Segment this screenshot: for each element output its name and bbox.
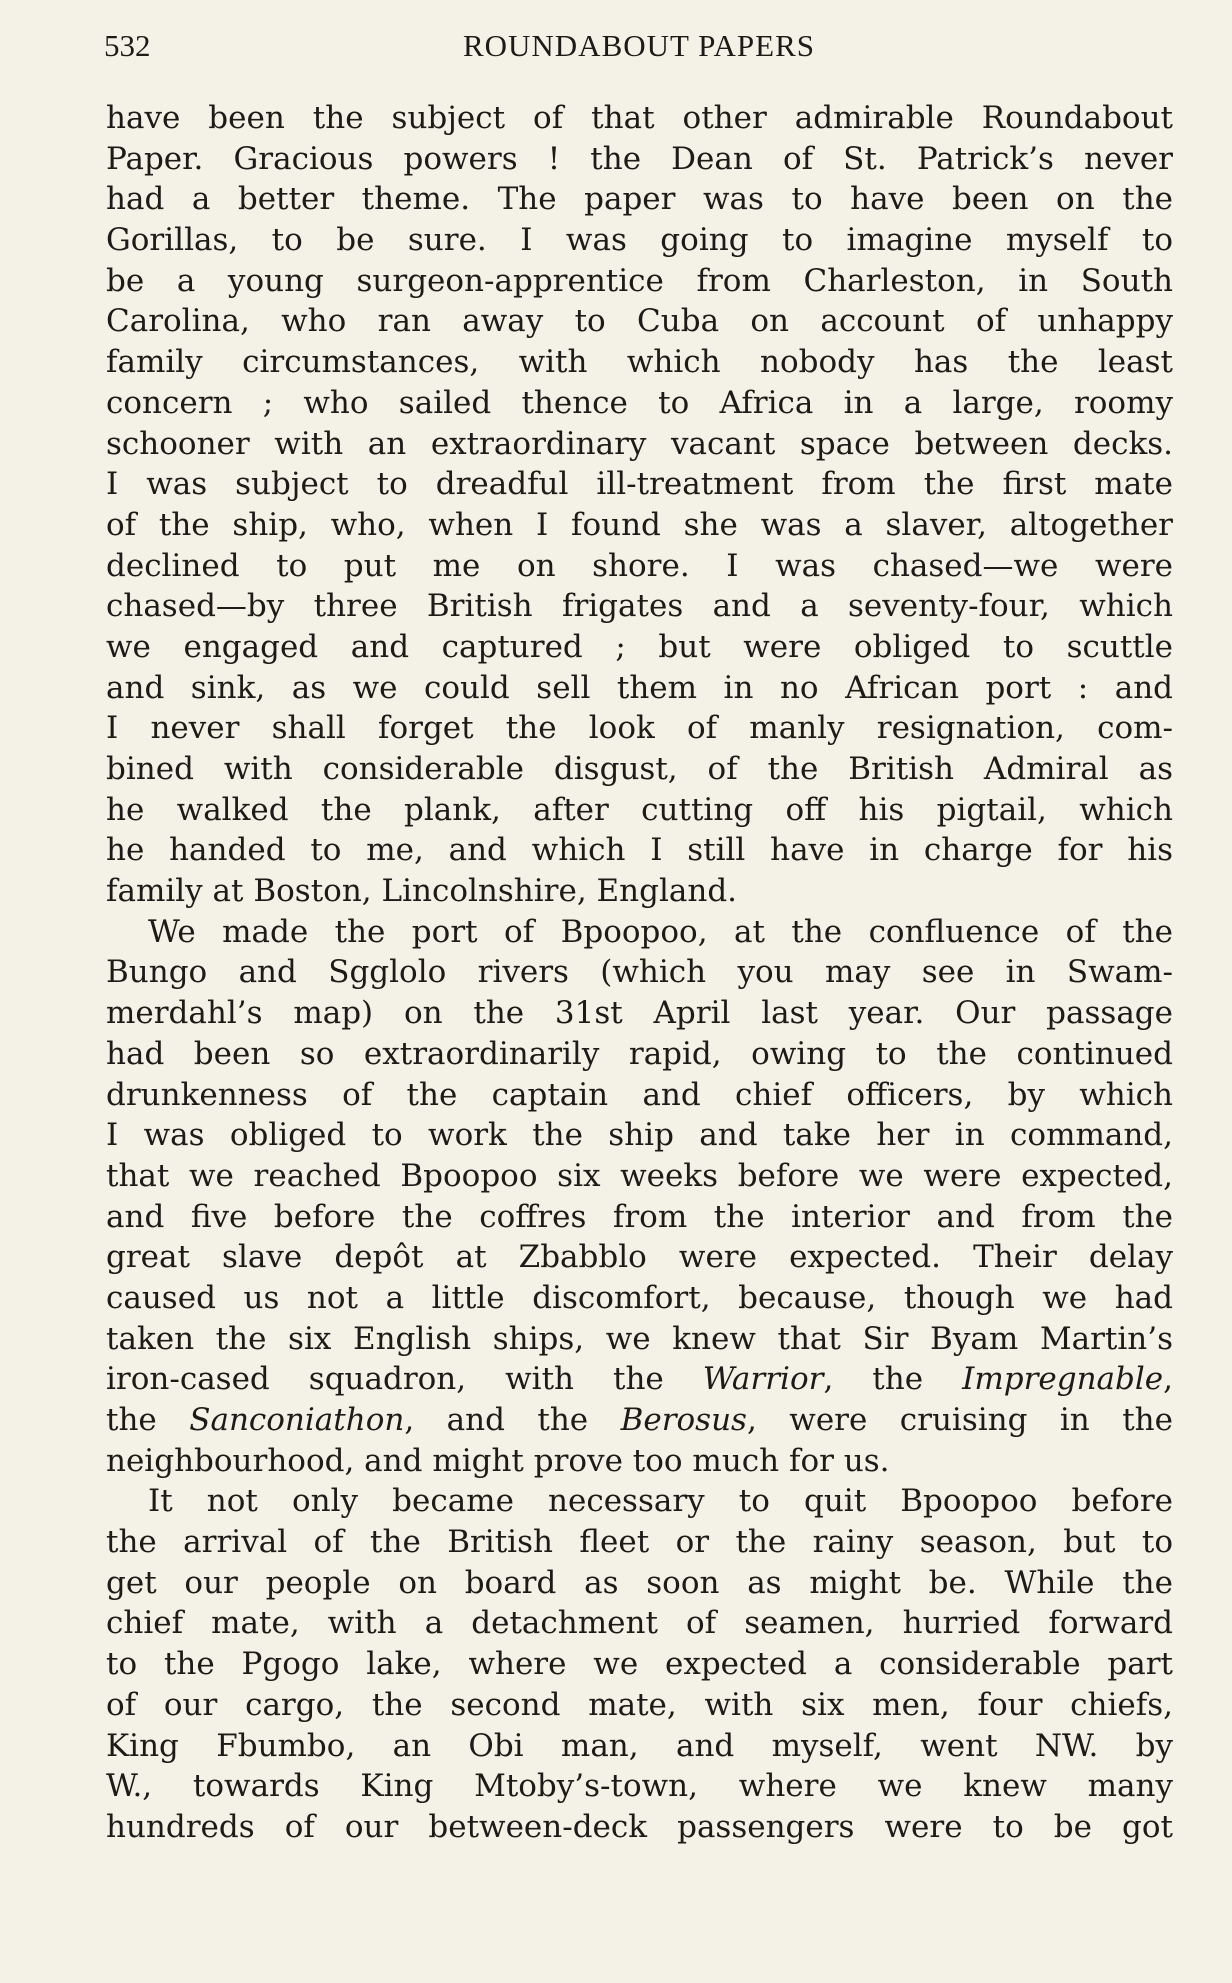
- text-line: and sink, as we could sell them in no African port : and: [106, 669, 1173, 706]
- text-line: family circumstances, with which nobody has the least: [106, 344, 1173, 381]
- text-line: have been the subject of that other admirable Roundabout: [106, 100, 1173, 136]
- text-line: declined to put me on shore. I was chased—we were: [106, 547, 1173, 584]
- running-head: ROUNDABOUT PAPERS: [462, 28, 816, 63]
- text-line: We made the port of Bpoopoo, at the confluence of the: [148, 913, 1173, 950]
- text-line: neighbourhood, and might prove too much for us.: [106, 1442, 890, 1479]
- body-text: [106, 98, 1173, 1848]
- text-line: schooner with an extraordinary vacant space between decks.: [106, 425, 1173, 462]
- text-line: had a better theme. The paper was to have been on the: [106, 181, 1173, 218]
- page-header: [104, 24, 1174, 68]
- text-line: bined with considerable disgust, of the British Admiral as: [106, 751, 1173, 787]
- text-line: that we reached Bpoopoo six weeks before we were expected,: [106, 1157, 1173, 1194]
- text-line: to the Pgogo lake, where we expected a considerable part: [106, 1646, 1173, 1683]
- text-line: Gorillas, to be sure. I was going to imagine myself to: [106, 222, 1173, 259]
- text-fragment: , and the: [404, 1402, 621, 1438]
- ship-name-sanconiathon: Sanconiathon: [189, 1402, 405, 1438]
- text-line: It not only became necessary to quit Bpoopoo before: [148, 1483, 1173, 1520]
- text-line: and five before the coffres from the interior and from the: [106, 1198, 1173, 1235]
- text-fragment: iron-cased squadron, with the: [106, 1361, 703, 1398]
- text-line-italic-names: [106, 1400, 1173, 1441]
- text-fragment: the: [106, 1402, 190, 1438]
- text-line-italic-names: [106, 1359, 1173, 1400]
- text-line: Carolina, who ran away to Cuba on account of unhappy: [106, 303, 1173, 340]
- text-line: Bungo and Sgglolo rivers (which you may see in Swam-: [106, 954, 1173, 991]
- text-line: the arrival of the British fleet or the rainy season, but to: [106, 1524, 1173, 1561]
- text-line: great slave depôt at Zbabblo were expected. Their delay: [106, 1239, 1173, 1276]
- text-line: King Fbumbo, an Obi man, and myself, went NW. by: [106, 1727, 1173, 1764]
- text-line: concern ; who sailed thence to Africa in a large, roomy: [106, 384, 1173, 421]
- text-line: hundreds of our between-deck passengers were to be got: [106, 1808, 1173, 1845]
- text-line: W., towards King Mtoby’s-town, where we knew many: [106, 1768, 1173, 1805]
- ship-name-impregnable: Impregnable: [962, 1361, 1164, 1398]
- text-fragment: , were cruising in the: [746, 1402, 1173, 1438]
- ship-name-berosus: Berosus: [620, 1402, 747, 1438]
- text-line: of the ship, who, when I found she was a slaver, altogether: [106, 506, 1173, 543]
- text-line: chased—by three British frigates and a seventy-four, which: [106, 588, 1173, 625]
- text-fragment: ,: [1163, 1361, 1173, 1398]
- text-fragment: , the: [823, 1361, 963, 1398]
- text-line: Paper. Gracious powers ! the Dean of St. Patrick’s never: [106, 140, 1173, 177]
- page-number: 532: [104, 28, 151, 63]
- ship-name-warrior: Warrior: [702, 1361, 824, 1398]
- text-line: family at Boston, Lincolnshire, England.: [106, 873, 738, 910]
- text-line: I was subject to dreadful ill-treatment from the first mate: [106, 466, 1173, 503]
- text-line: caused us not a little discomfort, because, though we had: [106, 1279, 1173, 1316]
- text-line: we engaged and captured ; but were obliged to scuttle: [106, 628, 1173, 665]
- text-line: I was obliged to work the ship and take her in command,: [106, 1117, 1173, 1154]
- text-line: chief mate, with a detachment of seamen, hurried forward: [106, 1605, 1173, 1642]
- text-line: drunkenness of the captain and chief officers, by which: [106, 1076, 1173, 1113]
- text-line: be a young surgeon-apprentice from Charleston, in South: [106, 262, 1173, 299]
- text-line: of our cargo, the second mate, with six men, four chiefs,: [106, 1686, 1173, 1723]
- text-line: taken the six English ships, we knew that Sir Byam Martin’s: [106, 1320, 1173, 1357]
- text-line: I never shall forget the look of manly resignation, com-: [106, 710, 1173, 747]
- text-line: merdahl’s map) on the 31st April last year. Our passage: [106, 995, 1173, 1032]
- text-line: he walked the plank, after cutting off his pigtail, which: [106, 791, 1173, 828]
- text-line: get our people on board as soon as might be. While the: [106, 1564, 1173, 1601]
- text-line: he handed to me, and which I still have in charge for his: [106, 832, 1173, 869]
- text-line: had been so extraordinarily rapid, owing to the continued: [106, 1035, 1173, 1072]
